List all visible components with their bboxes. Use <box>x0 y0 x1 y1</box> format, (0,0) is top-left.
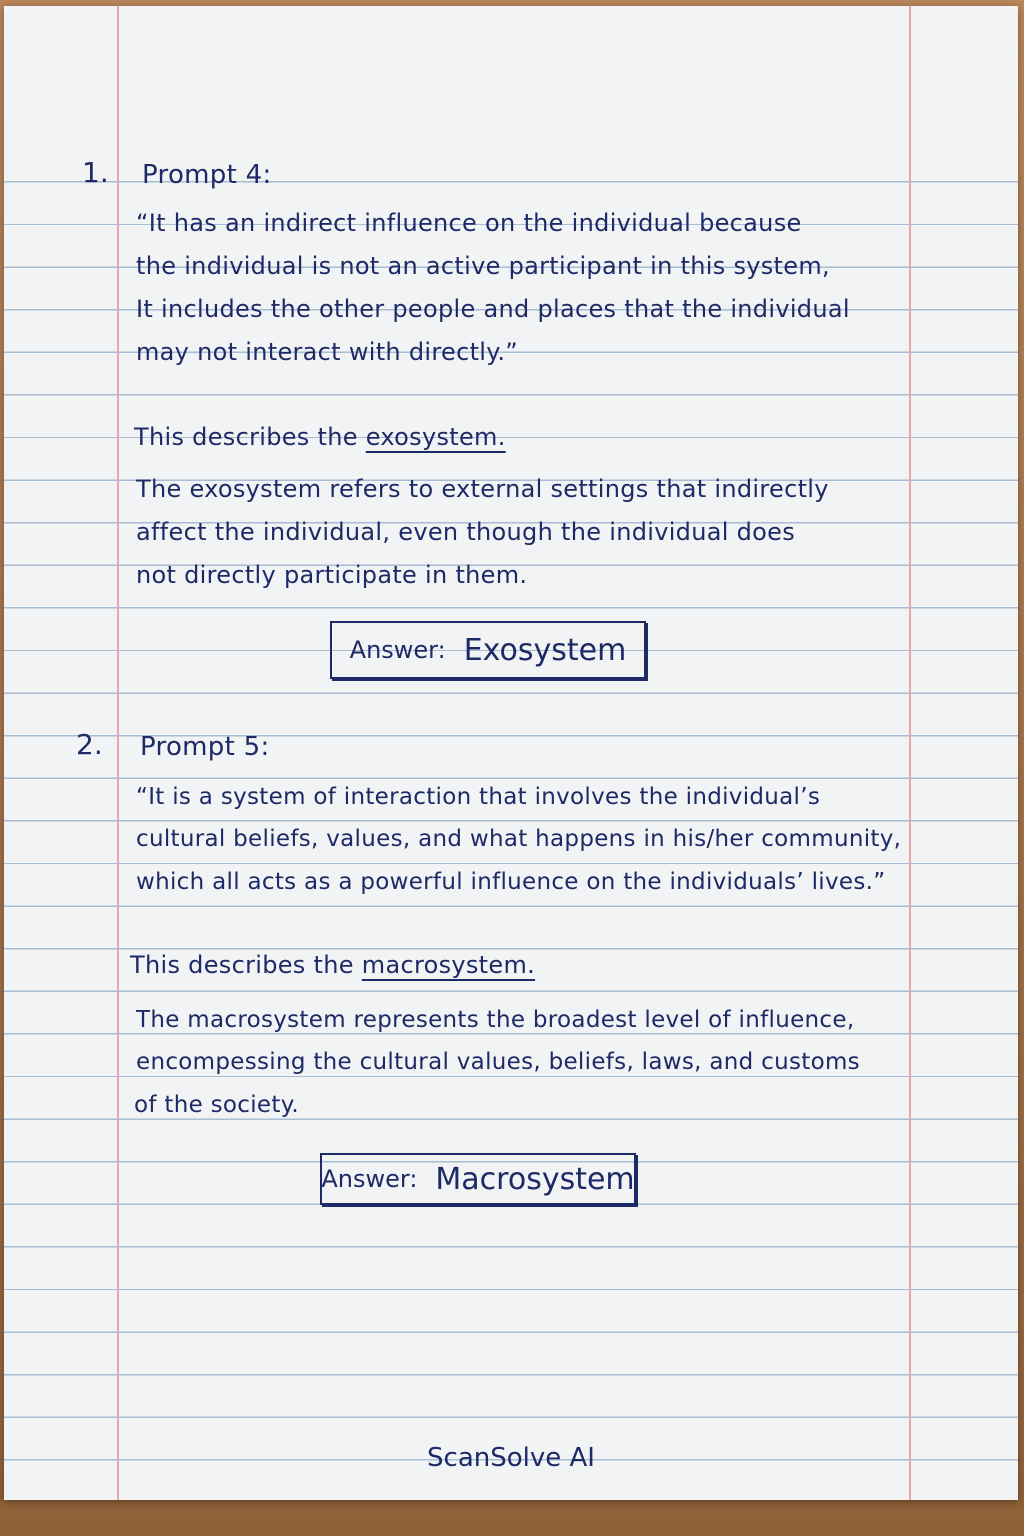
quote-line: “It has an indirect influence on the individual because <box>136 209 802 237</box>
prompt-label: Prompt 5: <box>140 732 270 762</box>
explanation-line: affect the individual, even though the individual does <box>136 518 796 546</box>
explanation-line: not directly participate in them. <box>136 561 528 589</box>
quote-line: It includes the other people and places that the individual <box>136 295 850 323</box>
answer-box <box>330 621 646 679</box>
explanation-line: The exosystem refers to external settings that indirectly <box>136 475 829 503</box>
describes-line <box>130 944 535 987</box>
describes-term: exosystem. <box>365 423 506 451</box>
explanation-line: of the society. <box>134 1092 299 1118</box>
describes-line <box>134 416 506 459</box>
answer-value: Exosystem <box>463 632 627 668</box>
question-number: 1. <box>82 156 109 189</box>
describes-term: macrosystem. <box>361 951 536 979</box>
answer-label: Answer: <box>321 1165 418 1193</box>
left-margin-line <box>117 6 119 1500</box>
describes-prefix: This describes the <box>130 951 362 979</box>
describes-prefix: This describes the <box>134 423 366 451</box>
quote-line: which all acts as a powerful influence on the individuals’ lives.” <box>136 869 886 895</box>
answer-label: Answer: <box>349 636 446 664</box>
answer-box <box>320 1153 636 1205</box>
quote-line: cultural beliefs, values, and what happens in his/her community, <box>136 826 902 852</box>
quote-line: the individual is not an active participant in this system, <box>136 252 830 280</box>
footer-watermark: ScanSolve AI <box>427 1443 595 1473</box>
explanation-line: encompessing the cultural values, beliefs, laws, and customs <box>136 1049 860 1075</box>
explanation-line: The macrosystem represents the broadest level of influence, <box>136 1007 855 1033</box>
paper-header-space <box>4 6 1018 140</box>
answer-value: Macrosystem <box>435 1161 635 1197</box>
quote-line: “It is a system of interaction that involves the individual’s <box>136 784 821 810</box>
quote-line: may not interact with directly.” <box>136 338 518 366</box>
prompt-label: Prompt 4: <box>142 160 272 190</box>
notebook-paper <box>4 6 1018 1500</box>
right-margin-line <box>909 6 911 1500</box>
question-number: 2. <box>76 728 103 761</box>
